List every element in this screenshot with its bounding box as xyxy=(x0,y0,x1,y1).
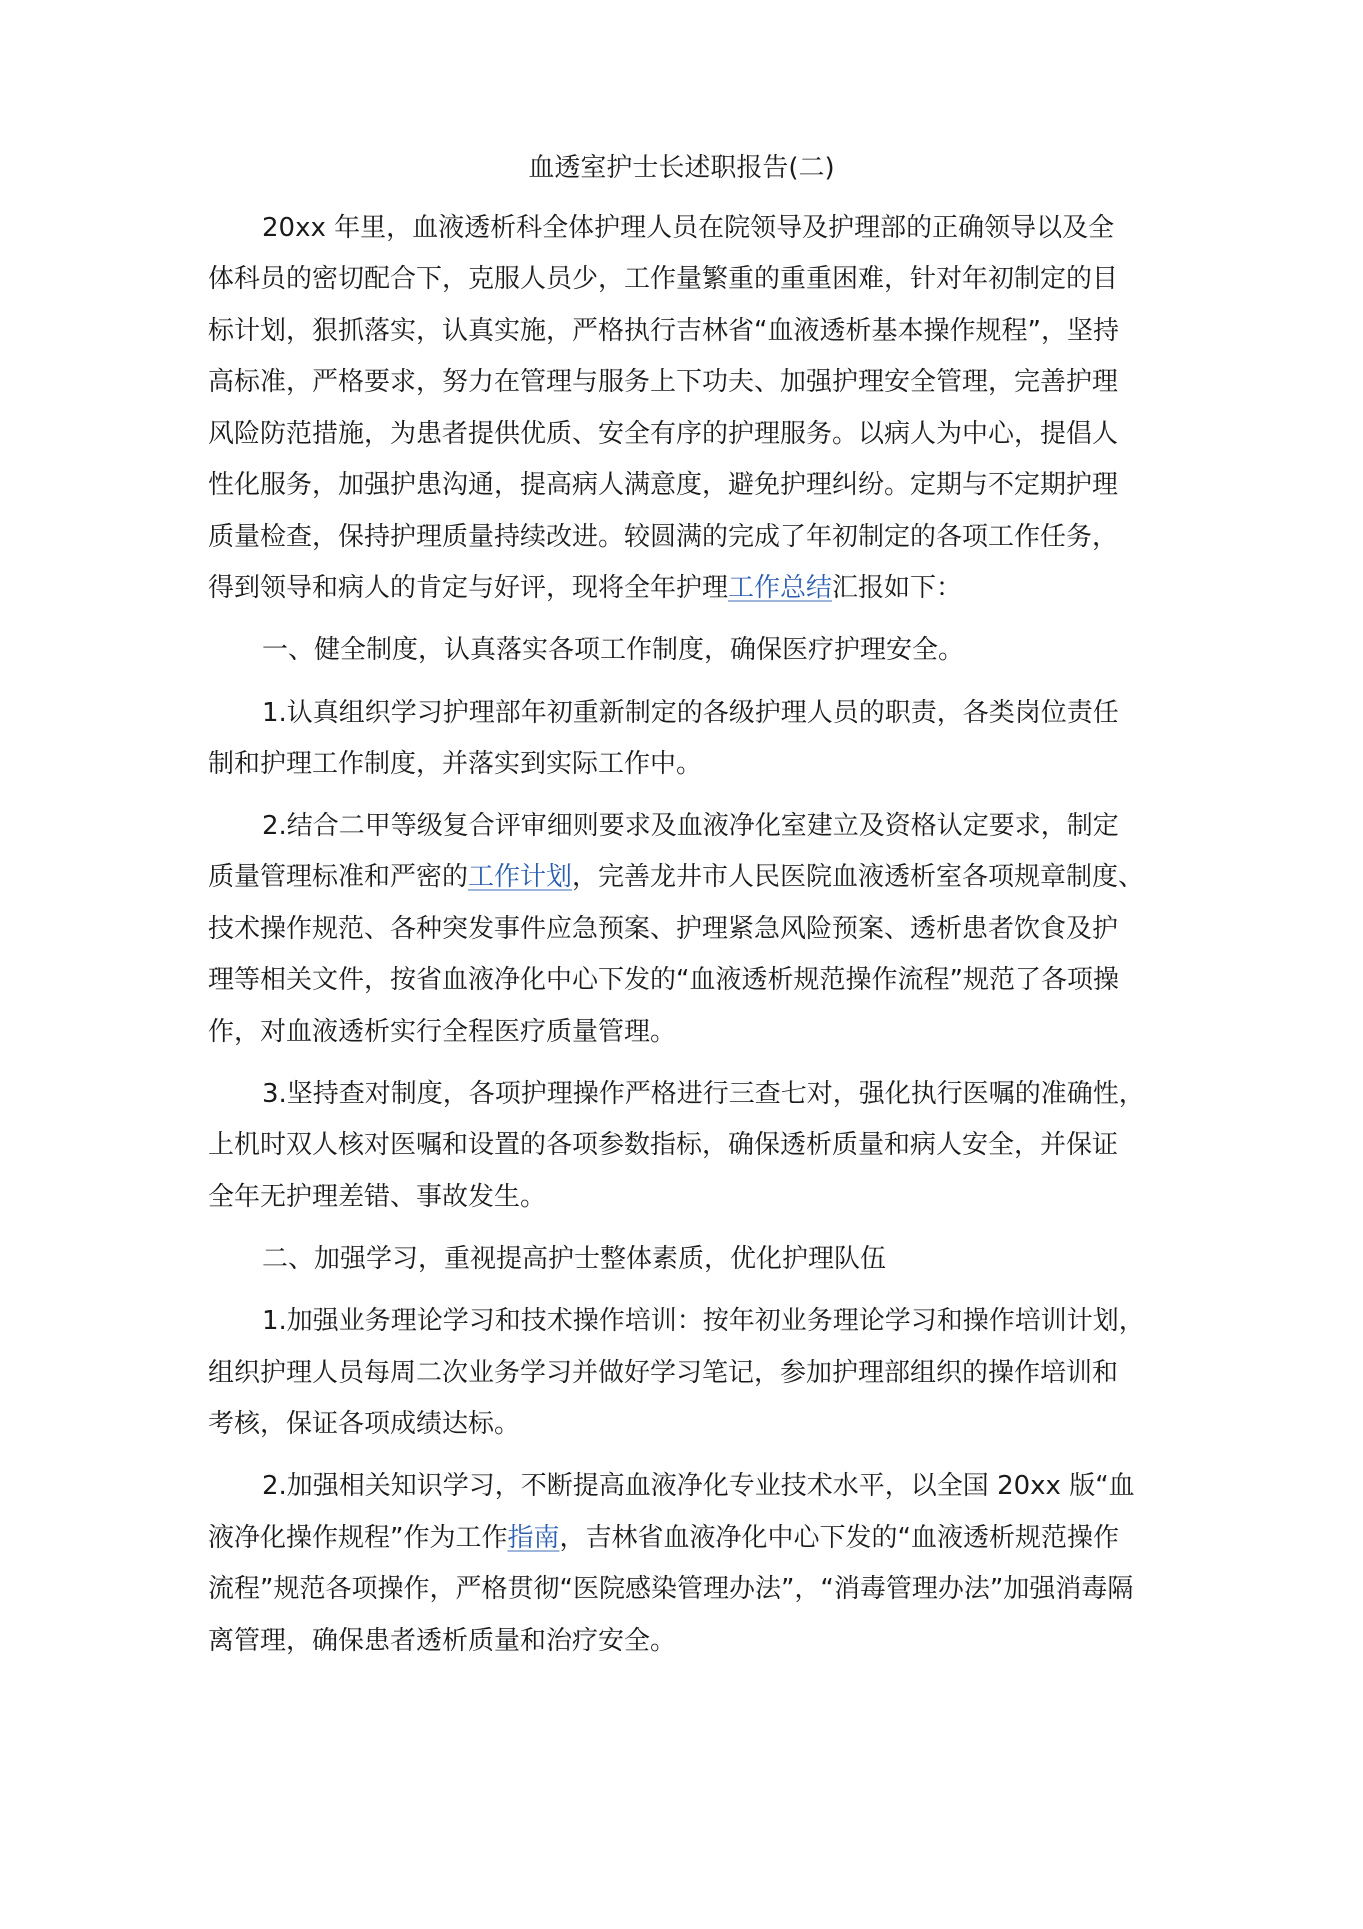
paragraph-line xyxy=(208,859,1144,895)
paragraph-line: 技术操作规范、各种突发事件应急预案、护理紧急风险预案、透析患者饮食及护 xyxy=(208,914,1119,944)
paragraph-line: 2.加强相关知识学习，不断提高血液净化专业技术水平，以全国 20xx 版“血 xyxy=(262,1471,1135,1501)
paragraph-line: 20xx 年里，血液透析科全体护理人员在院领导及护理部的正确领导以及全 xyxy=(262,213,1115,243)
paragraph-line: 3.坚持查对制度，各项护理操作严格进行三查七对，强化执行医嘱的准确性， xyxy=(262,1079,1145,1109)
paragraph-line: 性化服务，加强护患沟通，提高病人满意度，避免护理纠纷。定期与不定期护理 xyxy=(208,470,1119,500)
paragraph-line: 离管理，确保患者透析质量和治疗安全。 xyxy=(208,1626,677,1656)
paragraph-line: 1.认真组织学习护理部年初重新制定的各级护理人员的职责，各类岗位责任 xyxy=(262,698,1119,728)
paragraph-line: 作，对血液透析实行全程医疗质量管理。 xyxy=(208,1017,677,1047)
paragraph-line: 高标准，严格要求，努力在管理与服务上下功夫、加强护理安全管理，完善护理 xyxy=(208,367,1119,397)
text-segment: ，吉林省血液净化中心下发的“血液透析规范操作 xyxy=(559,1523,1119,1553)
paragraph-line: 理等相关文件，按省血液净化中心下发的“血液透析规范操作流程”规范了各项操 xyxy=(208,965,1119,995)
text-segment: 得到领导和病人的肯定与好评，现将全年护理 xyxy=(208,573,729,603)
paragraph-line: 制和护理工作制度，并落实到实际工作中。 xyxy=(208,749,703,779)
paragraph-line: 全年无护理差错、事故发生。 xyxy=(208,1182,547,1212)
text-segment: ，完善龙井市人民医院血液透析室各项规章制度、 xyxy=(572,862,1145,892)
text-segment: 汇报如下： xyxy=(832,573,963,603)
paragraph-line: 考核，保证各项成绩达标。 xyxy=(208,1409,521,1439)
work-summary-link[interactable]: 工作总结 xyxy=(728,573,833,603)
paragraph-line xyxy=(208,1520,1119,1556)
work-plan-link[interactable]: 工作计划 xyxy=(468,862,573,892)
paragraph-line: 1.加强业务理论学习和技术操作培训：按年初业务理论学习和操作培训计划， xyxy=(262,1306,1145,1336)
section-heading: 一、健全制度，认真落实各项工作制度，确保医疗护理安全。 xyxy=(262,635,965,665)
paragraph-line: 风险防范措施，为患者提供优质、安全有序的护理服务。以病人为中心，提倡人 xyxy=(208,419,1119,449)
paragraph-line: 体科员的密切配合下，克服人员少，工作量繁重的重重困难，针对年初制定的目 xyxy=(208,264,1119,294)
paragraph-line: 2.结合二甲等级复合评审细则要求及血液净化室建立及资格认定要求，制定 xyxy=(262,811,1119,841)
paragraph-line: 组织护理人员每周二次业务学习并做好学习笔记，参加护理部组织的操作培训和 xyxy=(208,1358,1119,1388)
text-segment: 液净化操作规程”作为工作 xyxy=(208,1523,508,1553)
section-heading: 二、加强学习，重视提高护士整体素质，优化护理队伍 xyxy=(262,1244,887,1274)
document-title: 血透室护士长述职报告(二) xyxy=(528,153,835,183)
paragraph-line: 流程”规范各项操作，严格贯彻“医院感染管理办法”，“消毒管理办法”加强消毒隔 xyxy=(208,1574,1134,1604)
guide-link[interactable]: 指南 xyxy=(507,1523,560,1553)
paragraph-line: 上机时双人核对医嘱和设置的各项参数指标，确保透析质量和病人安全，并保证 xyxy=(208,1130,1119,1160)
text-segment: 质量管理标准和严密的 xyxy=(208,862,469,892)
paragraph-line: 质量检查，保持护理质量持续改进。较圆满的完成了年初制定的各项工作任务， xyxy=(208,522,1119,552)
paragraph-line xyxy=(208,570,962,606)
paragraph-line: 标计划，狠抓落实，认真实施，严格执行吉林省“血液透析基本操作规程”，坚持 xyxy=(208,316,1119,346)
